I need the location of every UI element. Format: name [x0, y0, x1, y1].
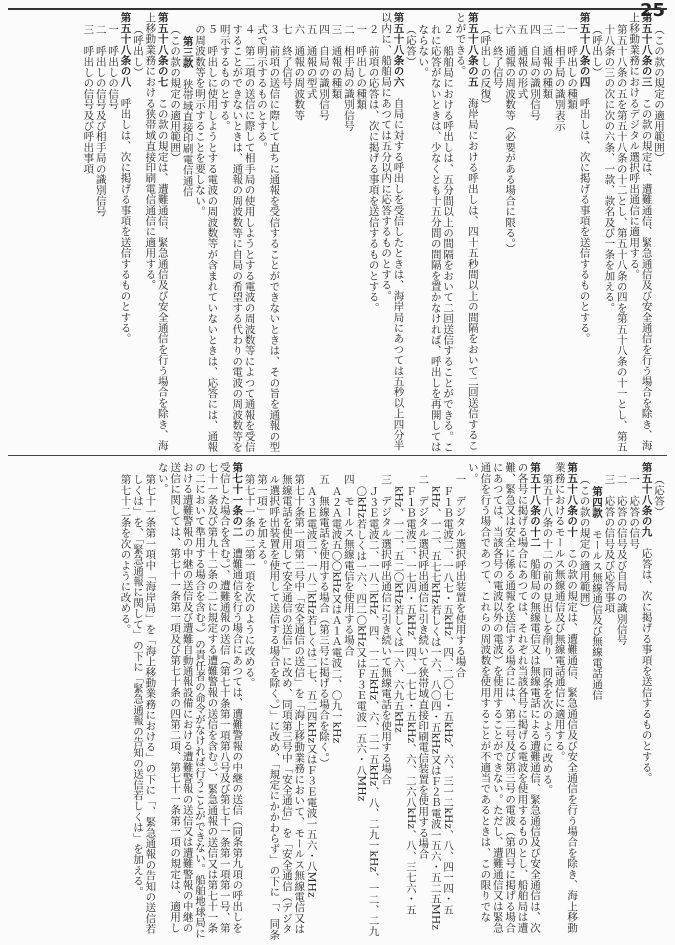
text-line: 六 通報の周波数等 — [293, 24, 306, 121]
article-heading: 第四款 — [590, 486, 603, 519]
article-heading: 第七十一条の二 — [231, 462, 244, 537]
text-line: 二 呼出しの信号及び相手局の識別信号 — [94, 24, 107, 217]
article-heading: 第五十八条の四 — [578, 12, 591, 87]
article-text: モールス無線通信及び無線電話通信 — [590, 518, 603, 701]
text-line: 三 通報の種類 — [541, 24, 554, 99]
text-line: 二 デジタル選択呼出通信に引き続いて狭帯域直接印刷電信装置を使用する場合 — [417, 474, 430, 860]
text-line: 二 応答の信号及び自局の識別信号 — [615, 474, 628, 646]
text-line — [156, 462, 243, 940]
text-line: 三 応答の信号及び応答事項 — [603, 474, 616, 614]
text-line — [454, 12, 479, 452]
text-line: 二 相手局の識別表示 — [553, 24, 566, 131]
text-line: 一 呼出しの種類 — [355, 24, 368, 110]
text-line: 三 呼出しの信号及び呼出事項 — [82, 24, 95, 174]
article-heading: 第五十八条の六 — [392, 12, 405, 87]
article-text: この款の規定は、遭難通信、緊急通信及び安全通信を行う場合を除き、海上移動業務における狭帯域直接印刷電信通信に適用する。 — [144, 12, 169, 451]
lower-text-block — [10, 462, 665, 940]
upper-text-block — [10, 12, 665, 452]
text-line — [578, 12, 590, 452]
text-line — [467, 462, 541, 940]
text-line: （この款の規定の適用範囲） — [578, 474, 591, 614]
text-line — [119, 12, 131, 452]
article-heading: 第五十八条の七 — [156, 12, 169, 87]
article-text: この款の規定は、遭難通信、緊急通信及び安全通信を行う場合を除き、海上移動業務におけるデジタル選択呼出通信に適用する。 — [628, 12, 653, 451]
text-line — [640, 462, 652, 940]
text-line: 五 通報の形式 — [516, 24, 529, 99]
article-text: 呼出しは、次に掲げる事項を送信するものとする。 — [119, 86, 132, 344]
article-heading: 第五十八条の八 — [119, 12, 132, 87]
text-line — [628, 12, 653, 452]
text-line: （応答） — [404, 24, 417, 67]
article-heading: 第五十八条の九 — [640, 462, 653, 537]
article-text: 呼出しは、次に掲げる事項を送信するものとする。 — [578, 86, 591, 344]
text-line: 二 相手局の識別信号 — [342, 24, 355, 131]
text-line — [380, 12, 405, 452]
middle-rule — [8, 455, 667, 456]
text-line: 三 通報の種類 — [330, 24, 343, 99]
text-line: 七 終了信号 — [491, 24, 504, 89]
text-line: Ｆ１Ｂ電波二、一七四・五kHz、四、一七七・五kHz、六、二六八kHz、八、三七六・五kHz、一二、五二〇kHz若しくは一六、六九五kHz — [392, 486, 417, 915]
text-line: ５ 呼出しに使用しようとする電波の周波数等が含まれていないときは、応答には、通報の周波数等を明示することを要しない。 — [193, 24, 219, 452]
article-heading: 第五十八条の三 — [640, 12, 653, 87]
article-text: 遭難通信を行う場合にあつては、遭難警報の中継の送信（同条第九項の呼出しを受信した場合を含む。）、遭難通報の送信（第七十条第一項第八号及び第七十一条第一項第一号、第七十一条及び第九十二条の二に規定する遭難警報の送信を含む。）、緊急通報の送信又は第七十一条の二において準用する場合を含む。）の責任者の命令がなければ行うことができない。船舶地球局における遭難警報の中継の送信及び遭難自動通報設備における遭難警報の送信又は遭難警報の中継の送信に関しては、第七十一条第一項及び第七十条の四第二項、第七十一条第一項の規定は、適用しない。 — [156, 462, 244, 939]
text-line: 五 無線電話を使用する場合（第三号に掲げる場合を除く。） — [318, 474, 331, 769]
text-line: 六 通報の周波数等（必要がある場合に限る。） — [504, 24, 517, 255]
text-line: （呼出し） — [131, 24, 144, 78]
text-line — [144, 12, 169, 452]
article-text: 応答は、次に掲げる事項を送信するものとする。 — [640, 536, 653, 784]
text-line: ３ 前項の送信に際して直ちに通報を受信することができないときは、その旨を通報の型式で明示するものとする。 — [256, 24, 281, 452]
text-line: 一 呼出しの信号 — [107, 24, 120, 110]
article-heading: 第五十八条の五 — [466, 12, 479, 87]
article-heading: 第三款 — [181, 36, 194, 69]
text-line: 七 終了信号 — [280, 24, 293, 89]
text-line: 第五十八条の五を第五十八条の十二とし、第五十八条の四を第五十八条の十一とし、第五十八条の三の次に次の六条、一款、款名及び一条を加える。 — [603, 24, 628, 452]
text-line — [553, 462, 578, 940]
text-line: （この款の規定の適用範囲） — [653, 24, 665, 164]
text-line: Ｆ１Ｂ電波二、一八七・五kHz、四、二〇七・五kHz、六、三一二kHz、八、四一四・五kHz、一二、五七七kHz若しくは一六、八〇四・五kHz又はＦ２Ｂ電波一五六・五二五MHz — [429, 486, 455, 931]
text-line: 一 デジタル選択呼出装置を使用する場合 — [454, 474, 467, 678]
article-heading: 第五十八条の十 — [566, 462, 579, 537]
text-line: 三 デジタル選択呼出通信に引き続いて無線電話を使用する場合 — [380, 474, 393, 785]
text-line: Ａ２Ａ電波五〇〇kHz又はＡ１Ａ電波二、〇九一kHz — [330, 486, 343, 744]
text-line: 四 自局の識別信号 — [528, 24, 541, 121]
text-line — [181, 12, 193, 452]
text-line — [591, 462, 603, 940]
text-line: （この款の規定の適用範囲） — [169, 24, 182, 164]
text-line: 第七十一条の二第一項を次のように改める。 — [243, 474, 256, 688]
text-line: （応答） — [653, 474, 665, 517]
text-line: 一 呼出しの種類 — [566, 24, 579, 110]
text-line: 第七十二条を次のように改める。 — [119, 474, 132, 635]
text-line: （呼出し） — [590, 24, 603, 78]
page-number: 25 — [639, 0, 665, 21]
article-text: この款の規定は、遭難通信、緊急通信及び安全通信を行う場合を除き、海上移動業務におけるモールス無線通信及び無線電話通信に適用する。 — [553, 462, 579, 933]
text-line: Ｊ３Ｅ電波二、一八二kHz、四、一二五kHz、六、二一五kHz、八、二九一kHz、一二、二九〇kHz若しくは一六、四二〇kHz又はＦ３Ｅ電波一五六・八MHz — [355, 486, 380, 937]
text-line: 第七十条第一項第二号中「安全通信の送信」を「海上移動業務において、モールス無線電信又は無線電話を使用して安全通信の送信」に改め、同項第三号中「安全通信」を「安全通信（デジタル選択呼出装置を使用して送信する場合を除く。）」に改め、「規定にかかわらず」の下に「、同条第一項」を加える。 — [256, 474, 306, 940]
text-line: 四 自局の識別信号 — [318, 24, 331, 121]
article-text: 船舶局の無線電信又は無線電話による遭難通信、緊急通信及び安全通信は、次の各号に掲げる場合にあつては、それぞれ当該各号に掲げる電波を使用するものとし、船舶局は遭難、緊急又は安全に係る通報を送信する場合には、第二号及び第三号の電波（第四号に掲げる場合にあつては、当該各号の電波以外の電波）を使用することができない。ただし、遭難通信又は緊急通信を行う場合であつて、これらの周波数を使用することが不適当であるときは、この限りでない。 — [466, 462, 541, 933]
article-text: 狭帯域直接印刷電信通信 — [181, 68, 194, 197]
text-line: 第七十一条第一項中「海岸局」を「海上移動業務における」の下に「、緊急通報の告知の送信若しくは」を、「緊急通報に関して」の下に「緊急通報の告知の送信若しくは」を加える。 — [131, 474, 157, 935]
article-text: 海岸局における呼出しは、四十五秒間以上の間隔をおいて二回送信することができる。 — [454, 12, 479, 451]
article-text: 自局に対する呼出しを受信したときは、海岸局にあつては五秒以上四分半以内に、船舶局にあつては五分以内に応答するものとする。 — [380, 12, 405, 451]
article-heading: 第五十八条の十二 — [528, 462, 541, 548]
text-line: 四 モールス無線電信を使用する場合 — [342, 474, 355, 656]
text-line: Ａ３Ｅ電波二、一八二kHz若しくは二七、五二四kHz又はＦ３Ｅ電波一五六・八MHz — [305, 486, 318, 898]
text-line: 第五十八条の十二の前の見出しを削り、同条を次のように改める。 — [541, 474, 554, 795]
text-line: 一 応答の信号 — [628, 474, 641, 549]
text-line: ２ 船舶局における呼出しは、五分間以上の間隔をおいて二回送信することができる。これに応答がないときは、少なくとも十五分間の間隔を置かなければ、呼出しを再開してはならない。 — [417, 24, 455, 452]
text-line: ２ 前項の応答は、次に掲げる事項を送信するものとする。 — [367, 24, 380, 313]
text-line: ４ 第二項の送信に際して相手局の使用しようとする電波の周波数等によつて通報を受信することができないときは、通報の周波数等に自局の希望する代わりの電波の周波数等を明示するものとする。 — [218, 24, 256, 452]
top-rule — [8, 8, 667, 10]
text-line: 五 通報の型式 — [305, 24, 318, 99]
text-line: （呼出しの反復） — [479, 24, 492, 110]
